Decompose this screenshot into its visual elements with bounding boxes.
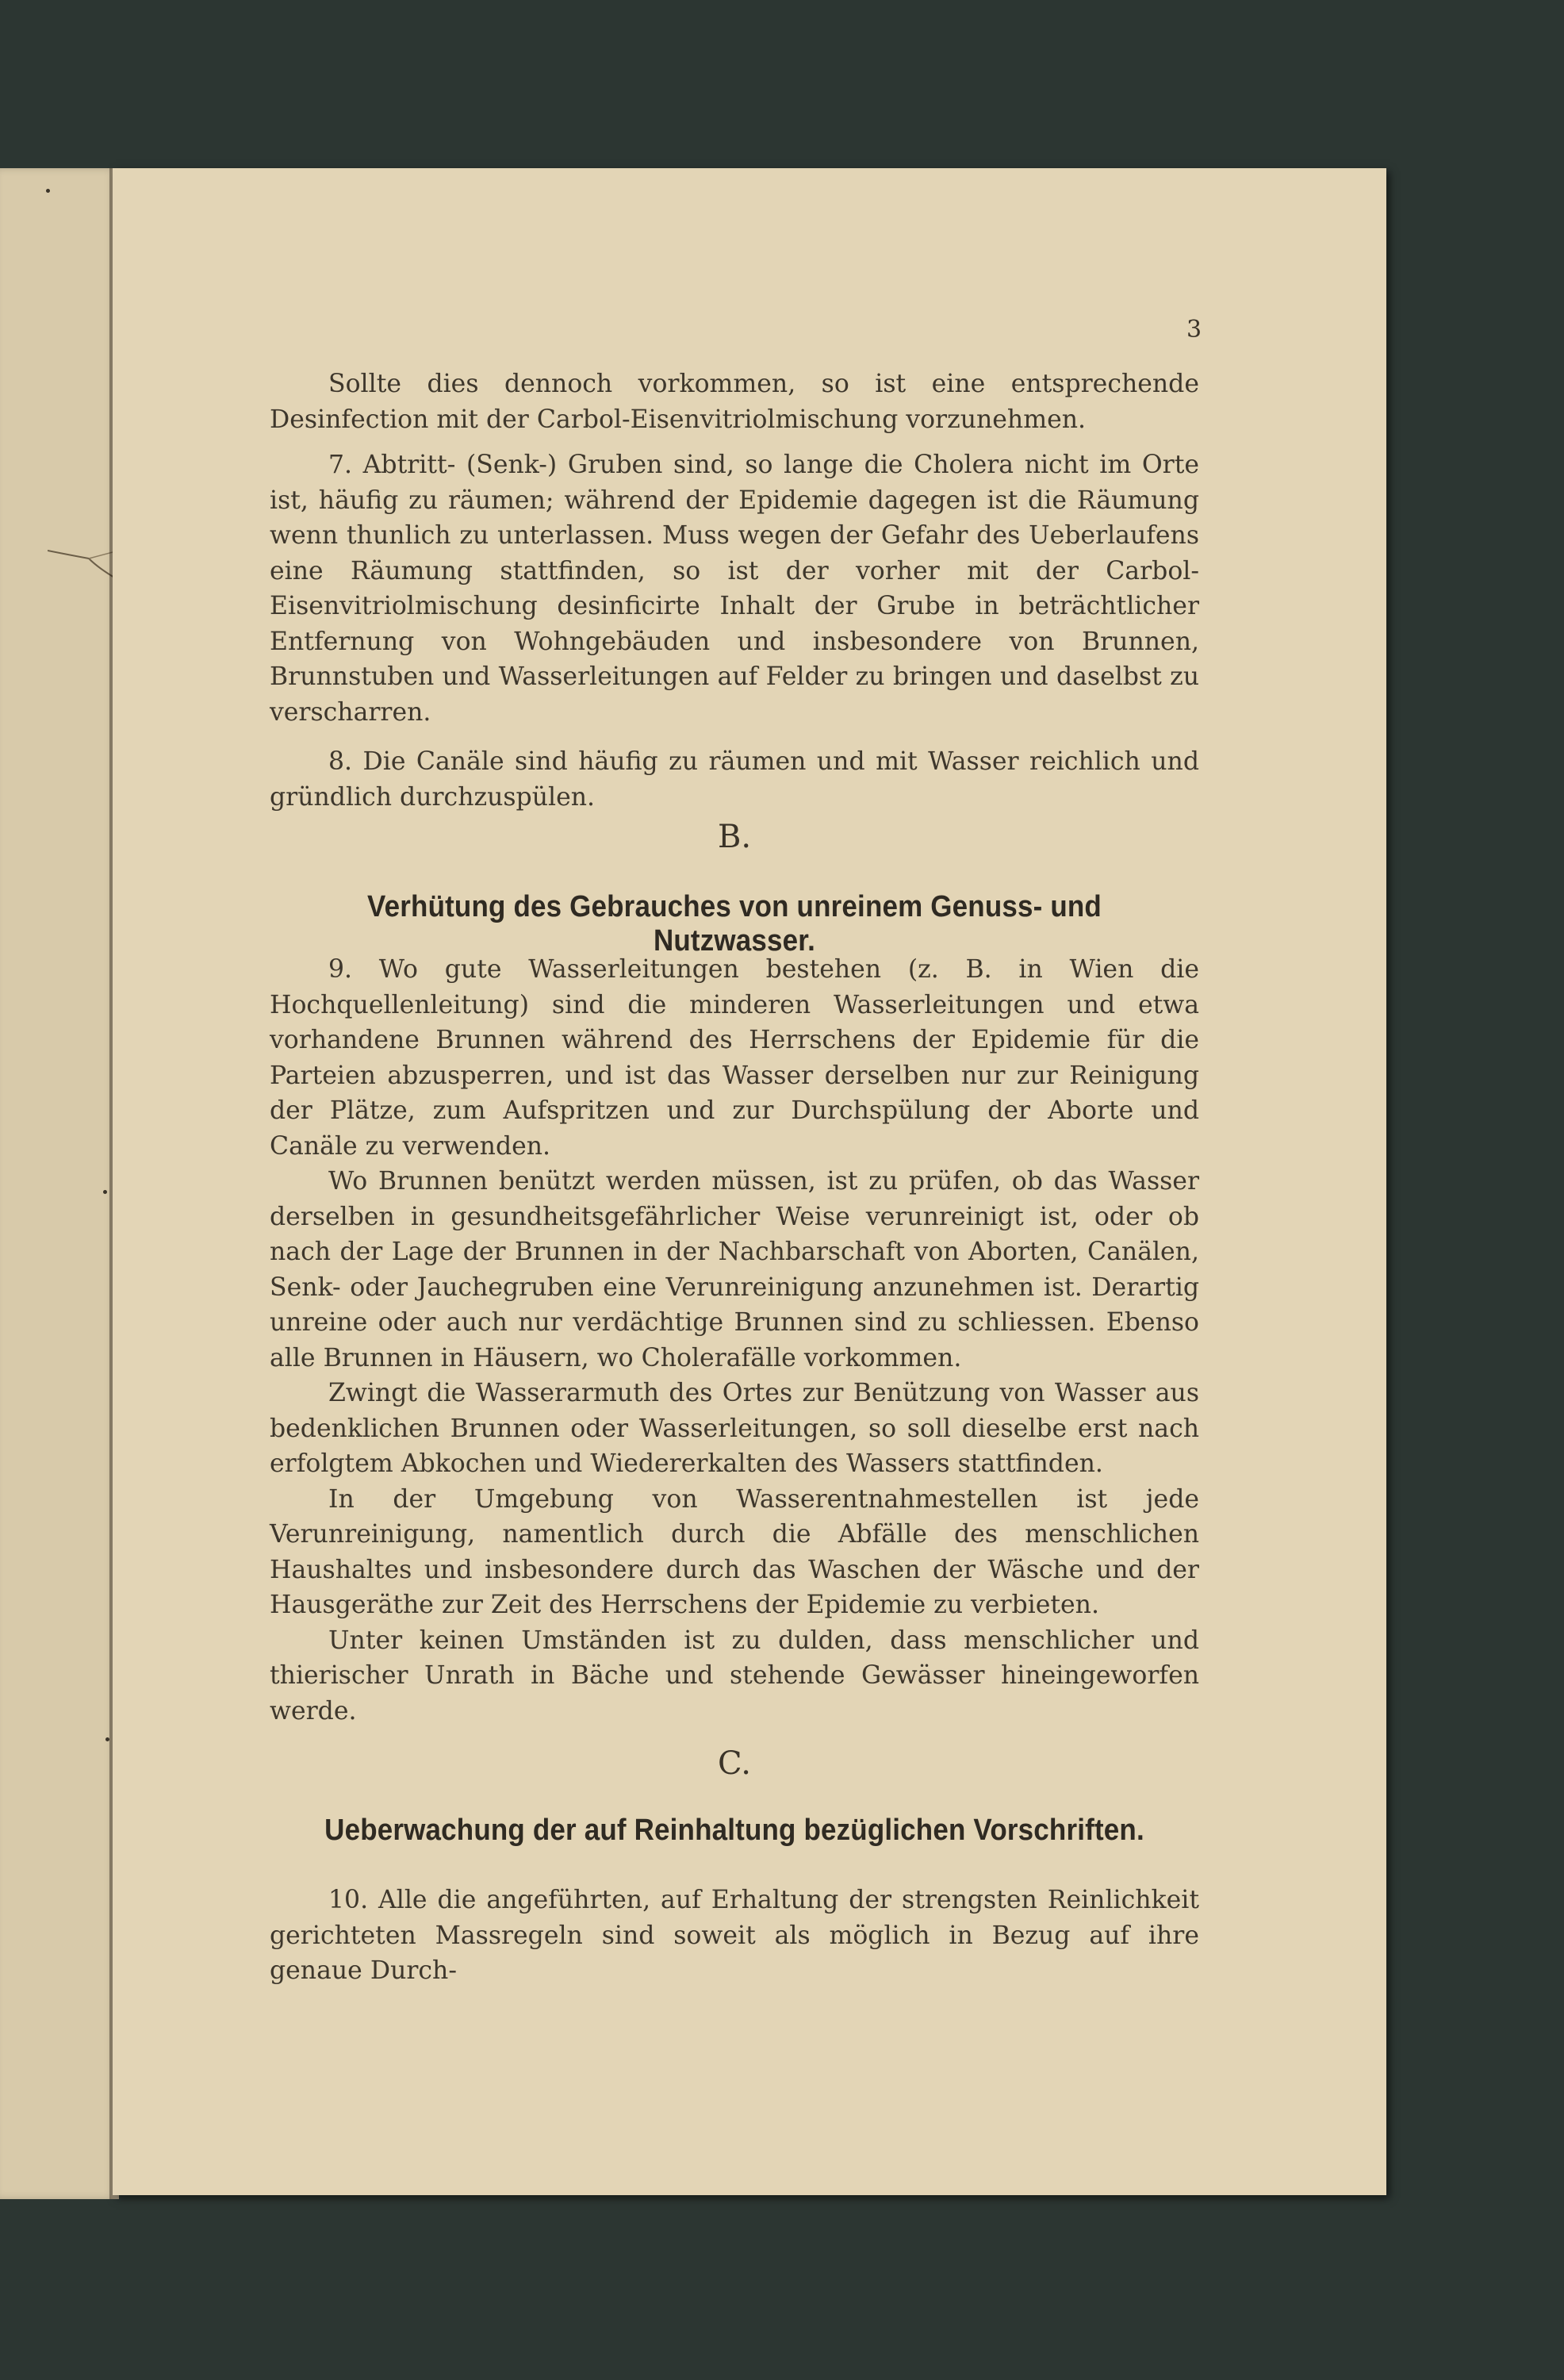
paragraph: Sollte dies dennoch vorkommen, so ist eine entsprechende Desinfection mit der Carbol-Eisenvitriolmischung vorzunehmen.: [270, 370, 1199, 434]
section-c-letter: C.: [718, 1745, 751, 1782]
paper-speck: [103, 1190, 107, 1194]
paragraph-10: 10. Alle die angeführten, auf Erhaltung der strengsten Reinlichkeit gerichteten Massregeln sind soweit als möglich in Bezug auf ihre genaue Durch-: [270, 1886, 1199, 1985]
paragraph-7: 7. Abtritt- (Senk-) Gruben sind, so lange die Cholera nicht im Orte ist, häufig zu räumen; während der Epidemie dagegen ist die Räumung wenn thunlich zu unterlassen. Muss wegen der Gefahr des Ueberlaufens eine Räumung stattfinden, so ist der vorher mit der Carbol-Eisenvitriolmischung desinficirte Inhalt der Grube in beträchtlicher Entfernung von Wohngebäuden und insbesondere von Brunnen, Brunnstuben und Wasserleitungen auf Felder zu bringen und daselbst zu verscharren.: [270, 451, 1199, 727]
intro-text: [270, 367, 1199, 437]
section-b-body: [270, 952, 1199, 1729]
paragraph: In der Umgebung von Wasserentnahmestellen ist jede Verunreinigung, namentlich durch die Abfälle des menschlichen Haushaltes und insbesondere durch das Waschen der Wäsche und der Hausgeräthe zur Zeit des Herrschens der Epidemie zu verbieten.: [270, 1484, 1199, 1619]
section-b-title: Verhütung des Gebrauches von unreinem Genuss- und Nutzwasser.: [367, 890, 1102, 958]
section-b-letter: B.: [717, 819, 752, 855]
left-page-edge: [0, 168, 119, 2199]
paper-speck: [46, 189, 50, 193]
section-c-body: [270, 1883, 1199, 1989]
section-c-title: Ueberwachung der auf Reinhaltung bezüglichen Vorschriften.: [324, 1814, 1144, 1847]
paragraph-9: 9. Wo gute Wasserleitungen bestehen (z. B. in Wien die Hochquellenleitung) sind die minderen Wasserleitungen und etwa vorhandene Brunnen während des Herrschens der Epidemie für die Parteien abzusperren, und ist das Wasser derselben nur zur Reinigung der Plätze, zum Aufspritzen und zur Durchspülung der Aborte und Canäle zu verwenden.: [270, 955, 1199, 1161]
paragraph: Wo Brunnen benützt werden müssen, ist zu prüfen, ob das Wasser derselben in gesundheitsgefährlicher Weise verunreinigt ist, oder ob nach der Lage der Brunnen in der Nachbarschaft von Aborten, Canälen, Senk- oder Jauchegruben eine Verunreinigung anzunehmen ist. Derartig unreine oder auch nur verdächtige Brunnen sind zu schliessen. Ebenso alle Brunnen in Häusern, wo Cholerafälle vorkommen.: [270, 1167, 1199, 1372]
page-number: 3: [1186, 316, 1202, 344]
section-a-continued: [270, 447, 1199, 815]
paper-speck: [105, 1737, 109, 1741]
paragraph: Unter keinen Umständen ist zu dulden, dass menschlicher und thierischer Unrath in Bäche und stehende Gewässer hineingeworfen werde.: [270, 1626, 1199, 1726]
paragraph-8: 8. Die Canäle sind häufig zu räumen und mit Wasser reichlich und gründlich durchzuspülen.: [270, 747, 1199, 812]
paragraph: Zwingt die Wasserarmuth des Ortes zur Benützung von Wasser aus bedenklichen Brunnen oder Wasserleitungen, so soll dieselbe erst nach erfolgtem Abkochen und Wiedererkalten des Wassers stattfinden.: [270, 1379, 1199, 1478]
